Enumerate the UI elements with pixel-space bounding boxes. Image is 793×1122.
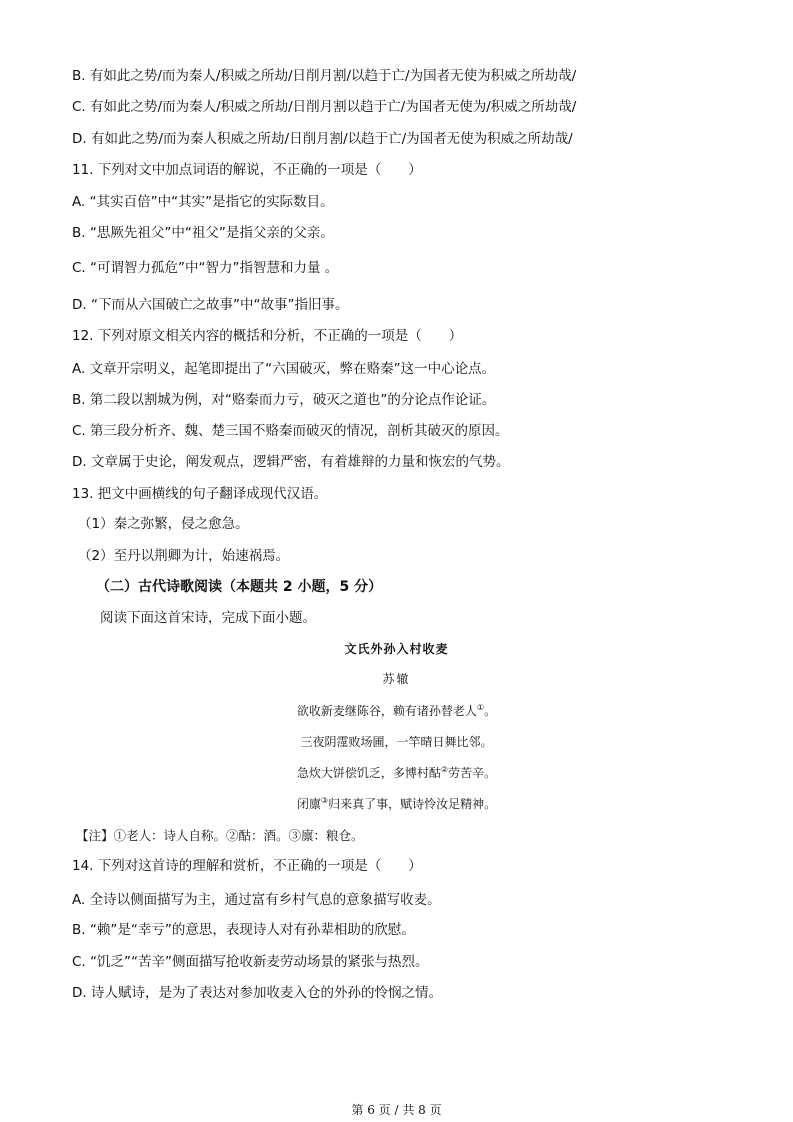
q13-item-2: （2）至丹以荆卿为计，始速祸焉。 <box>78 548 290 564</box>
q11-option-c: C. “可谓智力孤危”中“智力”指智慧和力量 。 <box>72 260 339 276</box>
q14-option-a: A. 全诗以侧面描写为主，通过富有乡村气息的意象描写收麦。 <box>72 892 441 908</box>
q14-option-c: C. “饥乏”“苦辛”侧面描写抢收新麦劳动场景的紧张与热烈。 <box>72 954 429 970</box>
option-d-top: D. 有如此之势/而为秦人积威之所劫/日削月割/以趋于亡/为国者无使为积威之所劫哉/ <box>72 131 573 147</box>
q14-option-d: D. 诗人赋诗，是为了表达对参加收麦入仓的外孙的怜悯之情。 <box>72 985 442 1001</box>
q12-option-b: B. 第二段以割城为例，对“赂秦而力亏，破灭之道也”的分论点作论证。 <box>72 392 496 408</box>
poem-line-2: 三夜阴霪败场圃，一竿晴日舞比邻。 <box>300 735 493 749</box>
section-lead: 阅读下面这首宋诗，完成下面小题。 <box>100 610 316 626</box>
q13-item-1: （1）秦之弥繁，侵之愈急。 <box>78 516 249 532</box>
q11-option-d: D. “下而从六国破亡之故事”中“故事”指旧事。 <box>72 297 349 313</box>
option-b-top: B. 有如此之势/而为秦人/积威之所劫/日削月割/以趋于亡/为国者无使为积威之所劫哉/ <box>72 68 577 84</box>
poem-line-1: 欲收新麦继陈谷，赖有诸孙替老人①。 <box>296 703 497 718</box>
question-13-stem: 13. 把文中画横线的句子翻译成现代汉语。 <box>72 486 328 502</box>
poem-line-3: 急炊大饼偿饥乏，多博村酤②劳苦辛。 <box>296 765 497 780</box>
question-14-stem: 14. 下列对这首诗的理解和赏析，不正确的一项是（ ） <box>72 858 422 874</box>
q12-option-a: A. 文章开宗明义，起笔即提出了“六国破灭，弊在赂秦”这一中心论点。 <box>72 361 496 377</box>
q14-option-b: B. “赖”是“幸亏”的意思，表现诗人对有孙辈相助的欣慰。 <box>72 922 415 938</box>
poem-line-4: 闭廪③归来真了事，赋诗怜汝足精神。 <box>296 796 497 811</box>
q11-option-a: A. “其实百倍”中“其实”是指它的实际数目。 <box>72 194 334 210</box>
q12-option-d: D. 文章属于史论，阐发观点，逻辑严密，有着雄辩的力量和恢宏的气势。 <box>72 454 510 470</box>
poem-title: 文氏外孙入村收麦 <box>344 642 449 656</box>
option-c-top: C. 有如此之势/而为秦人/积威之所劫/日削月割以趋于亡/为国者无使为/积威之所劫哉/ <box>72 99 577 115</box>
page-number-footer: 第 6 页 / 共 8 页 <box>351 1103 442 1117</box>
question-11-stem: 11. 下列对文中加点词语的解说，不正确的一项是（ ） <box>72 162 422 178</box>
poem-note: 【注】①老人：诗人自称。②酤：酒。③廪：粮仓。 <box>76 828 364 843</box>
q11-option-b: B. “思厥先祖父”中“祖父”是指父亲的父亲。 <box>72 225 334 241</box>
poem-author: 苏辙 <box>382 672 411 686</box>
q12-option-c: C. 第三段分析齐、魏、楚三国不赂秦而破灭的情况，剖析其破灭的原因。 <box>72 423 509 439</box>
section-title: （二）古代诗歌阅读（本题共 2 小题，5 分） <box>96 579 383 595</box>
question-12-stem: 12. 下列对原文相关内容的概括和分析，不正确的一项是（ ） <box>72 328 463 344</box>
